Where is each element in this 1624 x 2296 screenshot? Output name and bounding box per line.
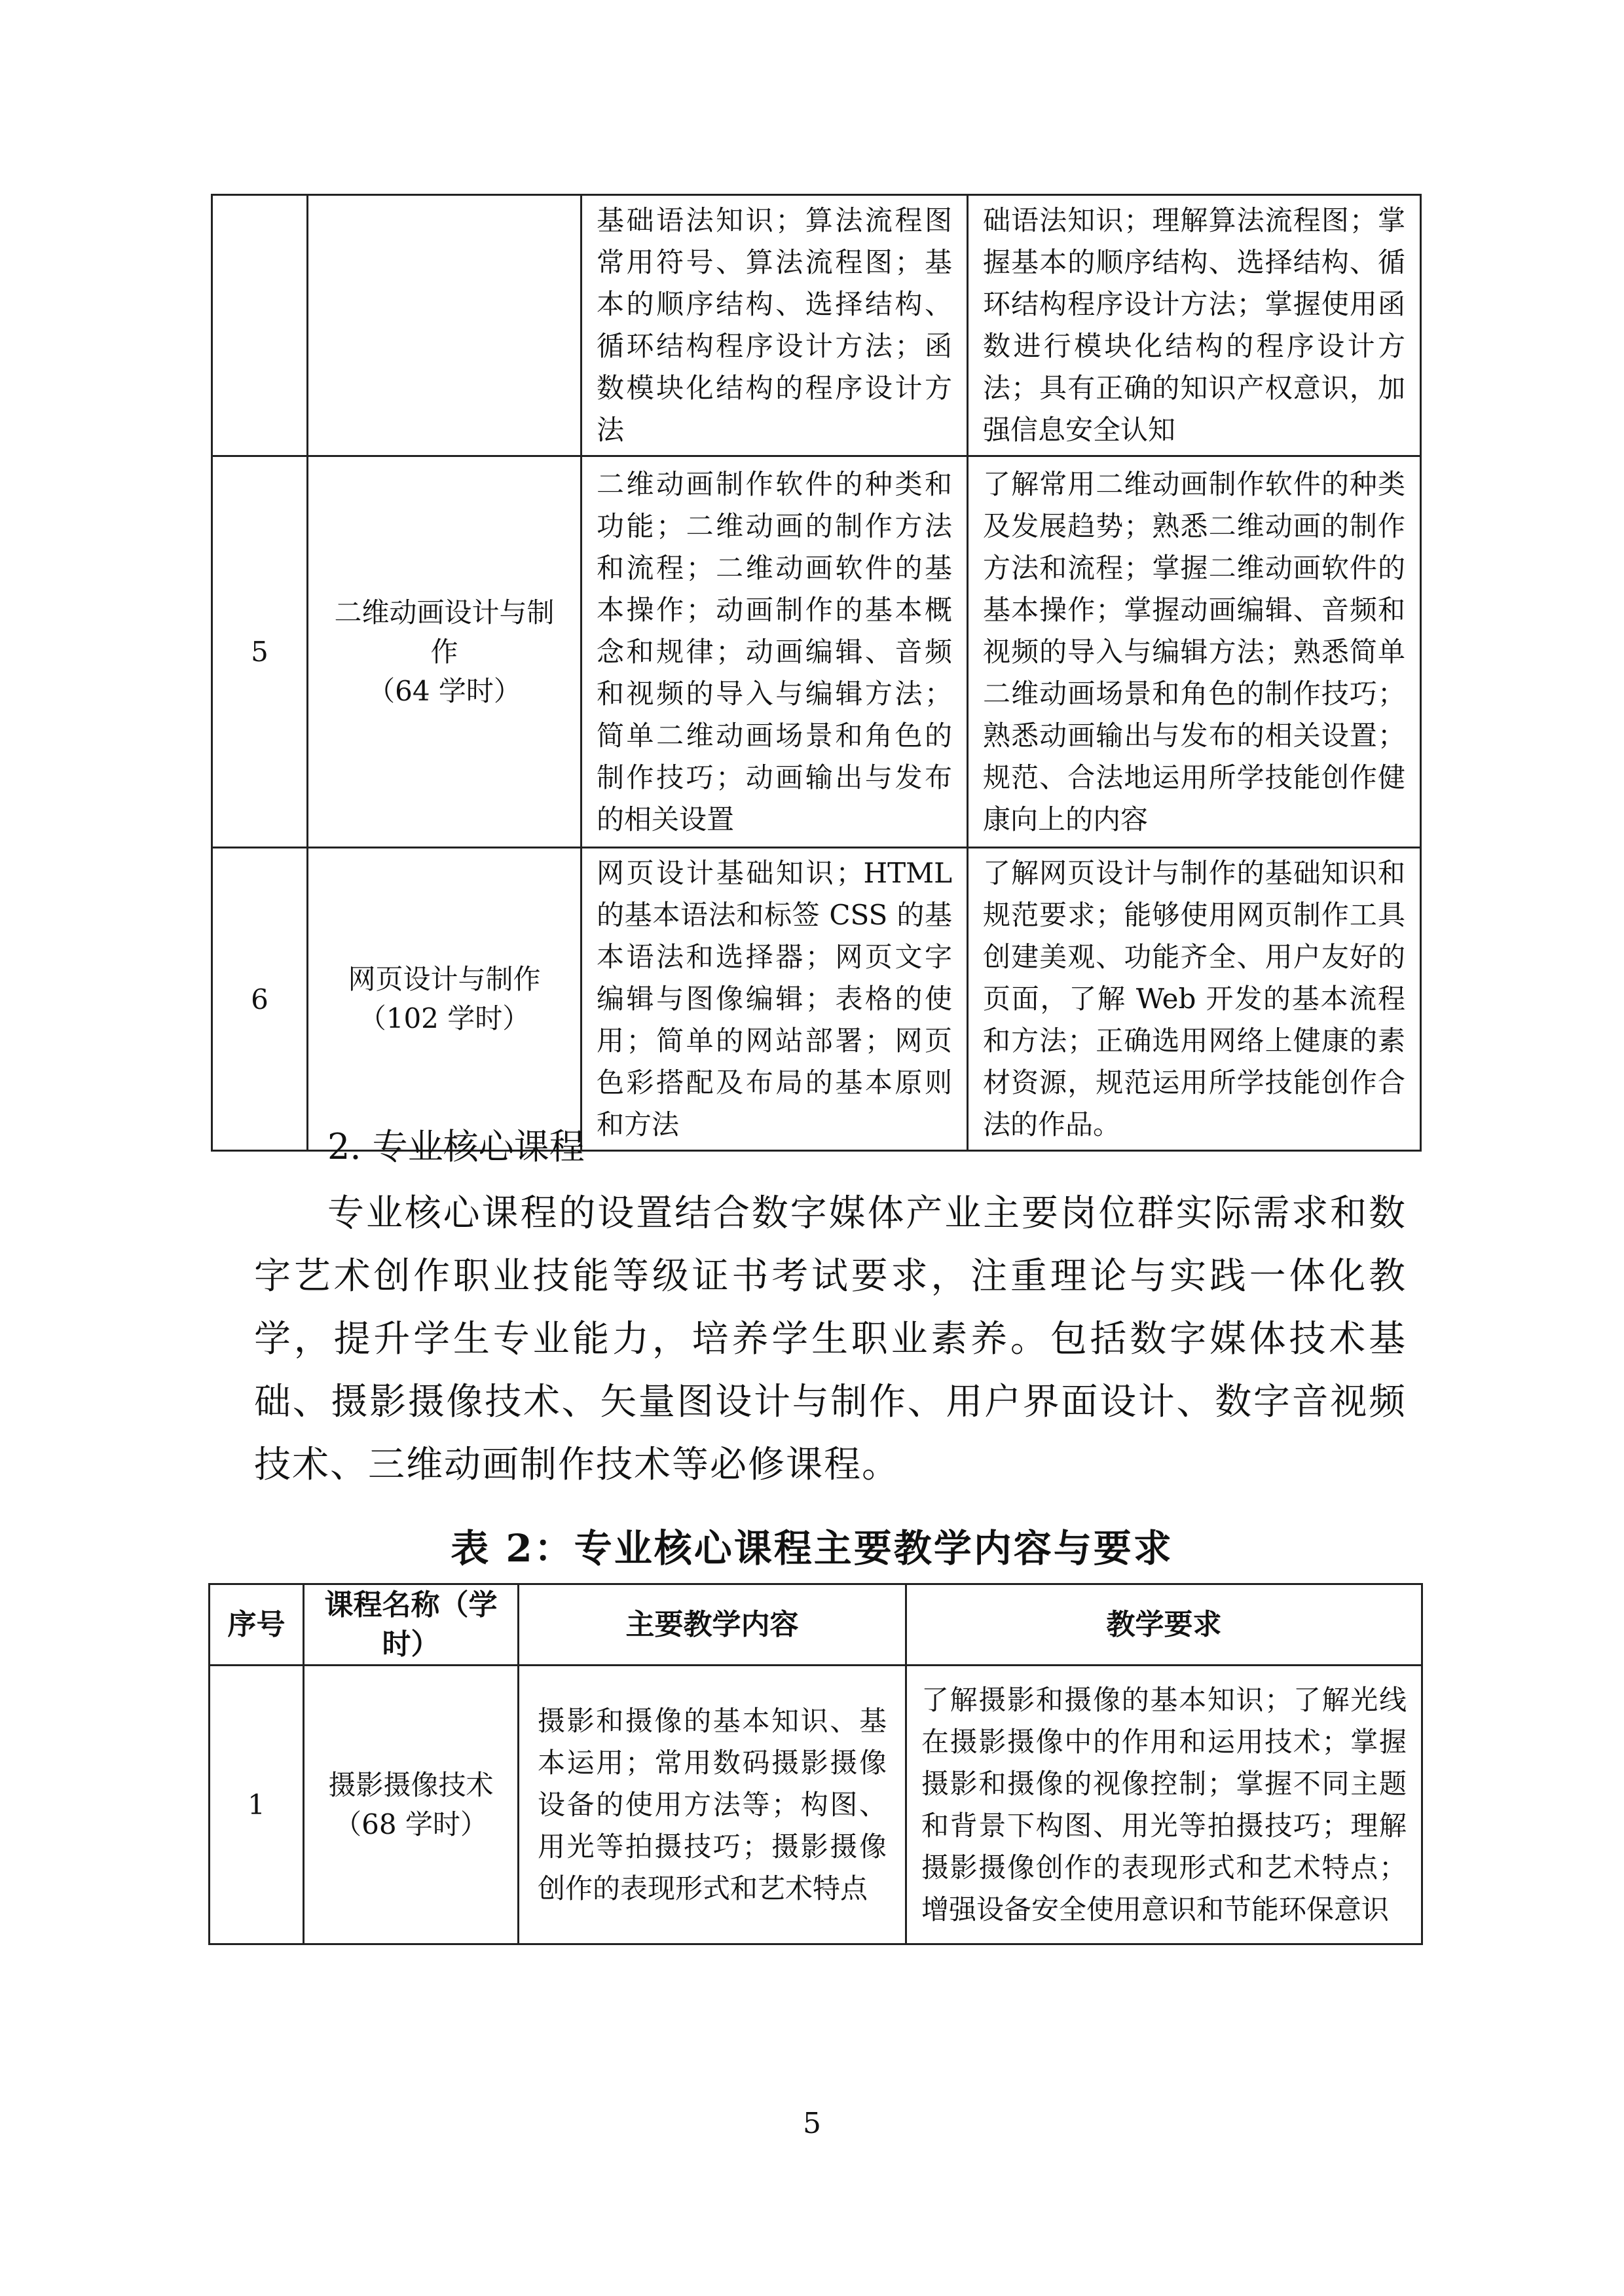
requirement-cell [968,195,1421,456]
header-requirement: 教学要求 [906,1584,1422,1666]
content-cell [581,848,968,1151]
course-name-cell [308,195,581,456]
table-row [212,456,1421,848]
header-content: 主要教学内容 [519,1584,906,1666]
header-index: 序号 [210,1584,304,1666]
row-index: 1 [210,1666,304,1944]
header-course: 课程名称（学时） [304,1584,519,1666]
row-index: 5 [212,456,308,848]
course-hours: （102 学时） [358,1002,530,1034]
content-cell [519,1666,906,1944]
course-hours: （68 学时） [334,1808,488,1840]
requirement-cell [968,456,1421,848]
content-cell [581,456,968,848]
section-paragraph: 专业核心课程的设置结合数字媒体产业主要岗位群实际需求和数字艺术创作职业技能等级证书考试要求，注重理论与实践一体化教学，提升学生专业能力，培养学生职业素养。包括数字媒体技术基础、摄影摄像技术、矢量图设计与制作、用户界面设计、数字音视频技术、三维动画制作技术等必修课程。 [254,1192,1407,1486]
requirement-cell [968,848,1421,1151]
content-text: 二维动画制作软件的种类和功能；二维动画的制作方法和流程；二维动画软件的基本操作；动画制作的基本概念和规律；动画编辑、音频和视频的导入与编辑方法；简单二维动画场景和角色的制作技巧；动画输出与发布的相关设置 [597,467,952,835]
page-number: 5 [803,2107,821,2140]
course-name-cell [308,848,581,1151]
course-name-line1: 摄影摄像技术 [328,1768,494,1801]
section-heading: 2. 专业核心课程 [327,1126,585,1167]
course-name-line1: 网页设计与制作 [348,963,541,995]
core-courses-table [208,1583,1423,1945]
requirement-cell [906,1666,1422,1944]
table-header-row [210,1584,1422,1666]
course-hours: （64 学时） [367,674,521,707]
content-text: 网页设计基础知识；HTML 的基本语法和标签 CSS 的基本语法和选择器；网页文字编辑与图像编辑；表格的使用；简单的网站部署；网页色彩搭配及布局的基本原则和方法 [597,857,952,1140]
table-row [210,1666,1422,1944]
course-name-cell [308,456,581,848]
content-text: 基础语法知识；算法流程图常用符号、算法流程图；基本的顺序结构、选择结构、循环结构程序设计方法；函数模块化结构的程序设计方法 [597,204,952,446]
requirement-text: 了解常用二维动画制作软件的种类及发展趋势；熟悉二维动画的制作方法和流程；掌握二维动画软件的基本操作；掌握动画编辑、音频和视频的导入与编辑方法；熟悉简单二维动画场景和角色的制作技巧；熟悉动画输出与发布的相关设置；规范、合法地运用所学技能创作健康向上的内容 [983,467,1405,835]
row-index: 6 [212,848,308,1151]
course-name-cell [304,1666,519,1944]
requirement-text: 础语法知识；理解算法流程图；掌握基本的顺序结构、选择结构、循环结构程序设计方法；掌握使用函数进行模块化结构的程序设计方法；具有正确的知识产权意识，加强信息安全认知 [983,204,1405,446]
course-name-line1: 二维动画设计与制 [334,596,555,629]
requirement-text: 了解摄影和摄像的基本知识；了解光线在摄影摄像中的作用和运用技术；掌握摄影和摄像的视像控制；掌握不同主题和背景下构图、用光等拍摄技巧；理解摄影摄像创作的表现形式和艺术特点；增强设备安全使用意识和节能环保意识 [921,1683,1407,1925]
general-courses-table [211,194,1422,1152]
course-name-line2: 作 [430,635,458,668]
content-cell [581,195,968,456]
content-text: 摄影和摄像的基本知识、基本运用；常用数码摄影摄像设备的使用方法等；构图、用光等拍摄技巧；摄影摄像创作的表现形式和艺术特点 [538,1704,887,1904]
row-index [212,195,308,456]
table-row [212,848,1421,1151]
table-caption: 表 2：专业核心课程主要教学内容与要求 [451,1526,1173,1571]
table-row [212,195,1421,456]
requirement-text: 了解网页设计与制作的基础知识和规范要求；能够使用网页制作工具创建美观、功能齐全、用户友好的页面，了解 Web 开发的基本流程和方法；正确选用网络上健康的素材资源，规范运用所学技能创作合法的作品。 [983,857,1405,1140]
